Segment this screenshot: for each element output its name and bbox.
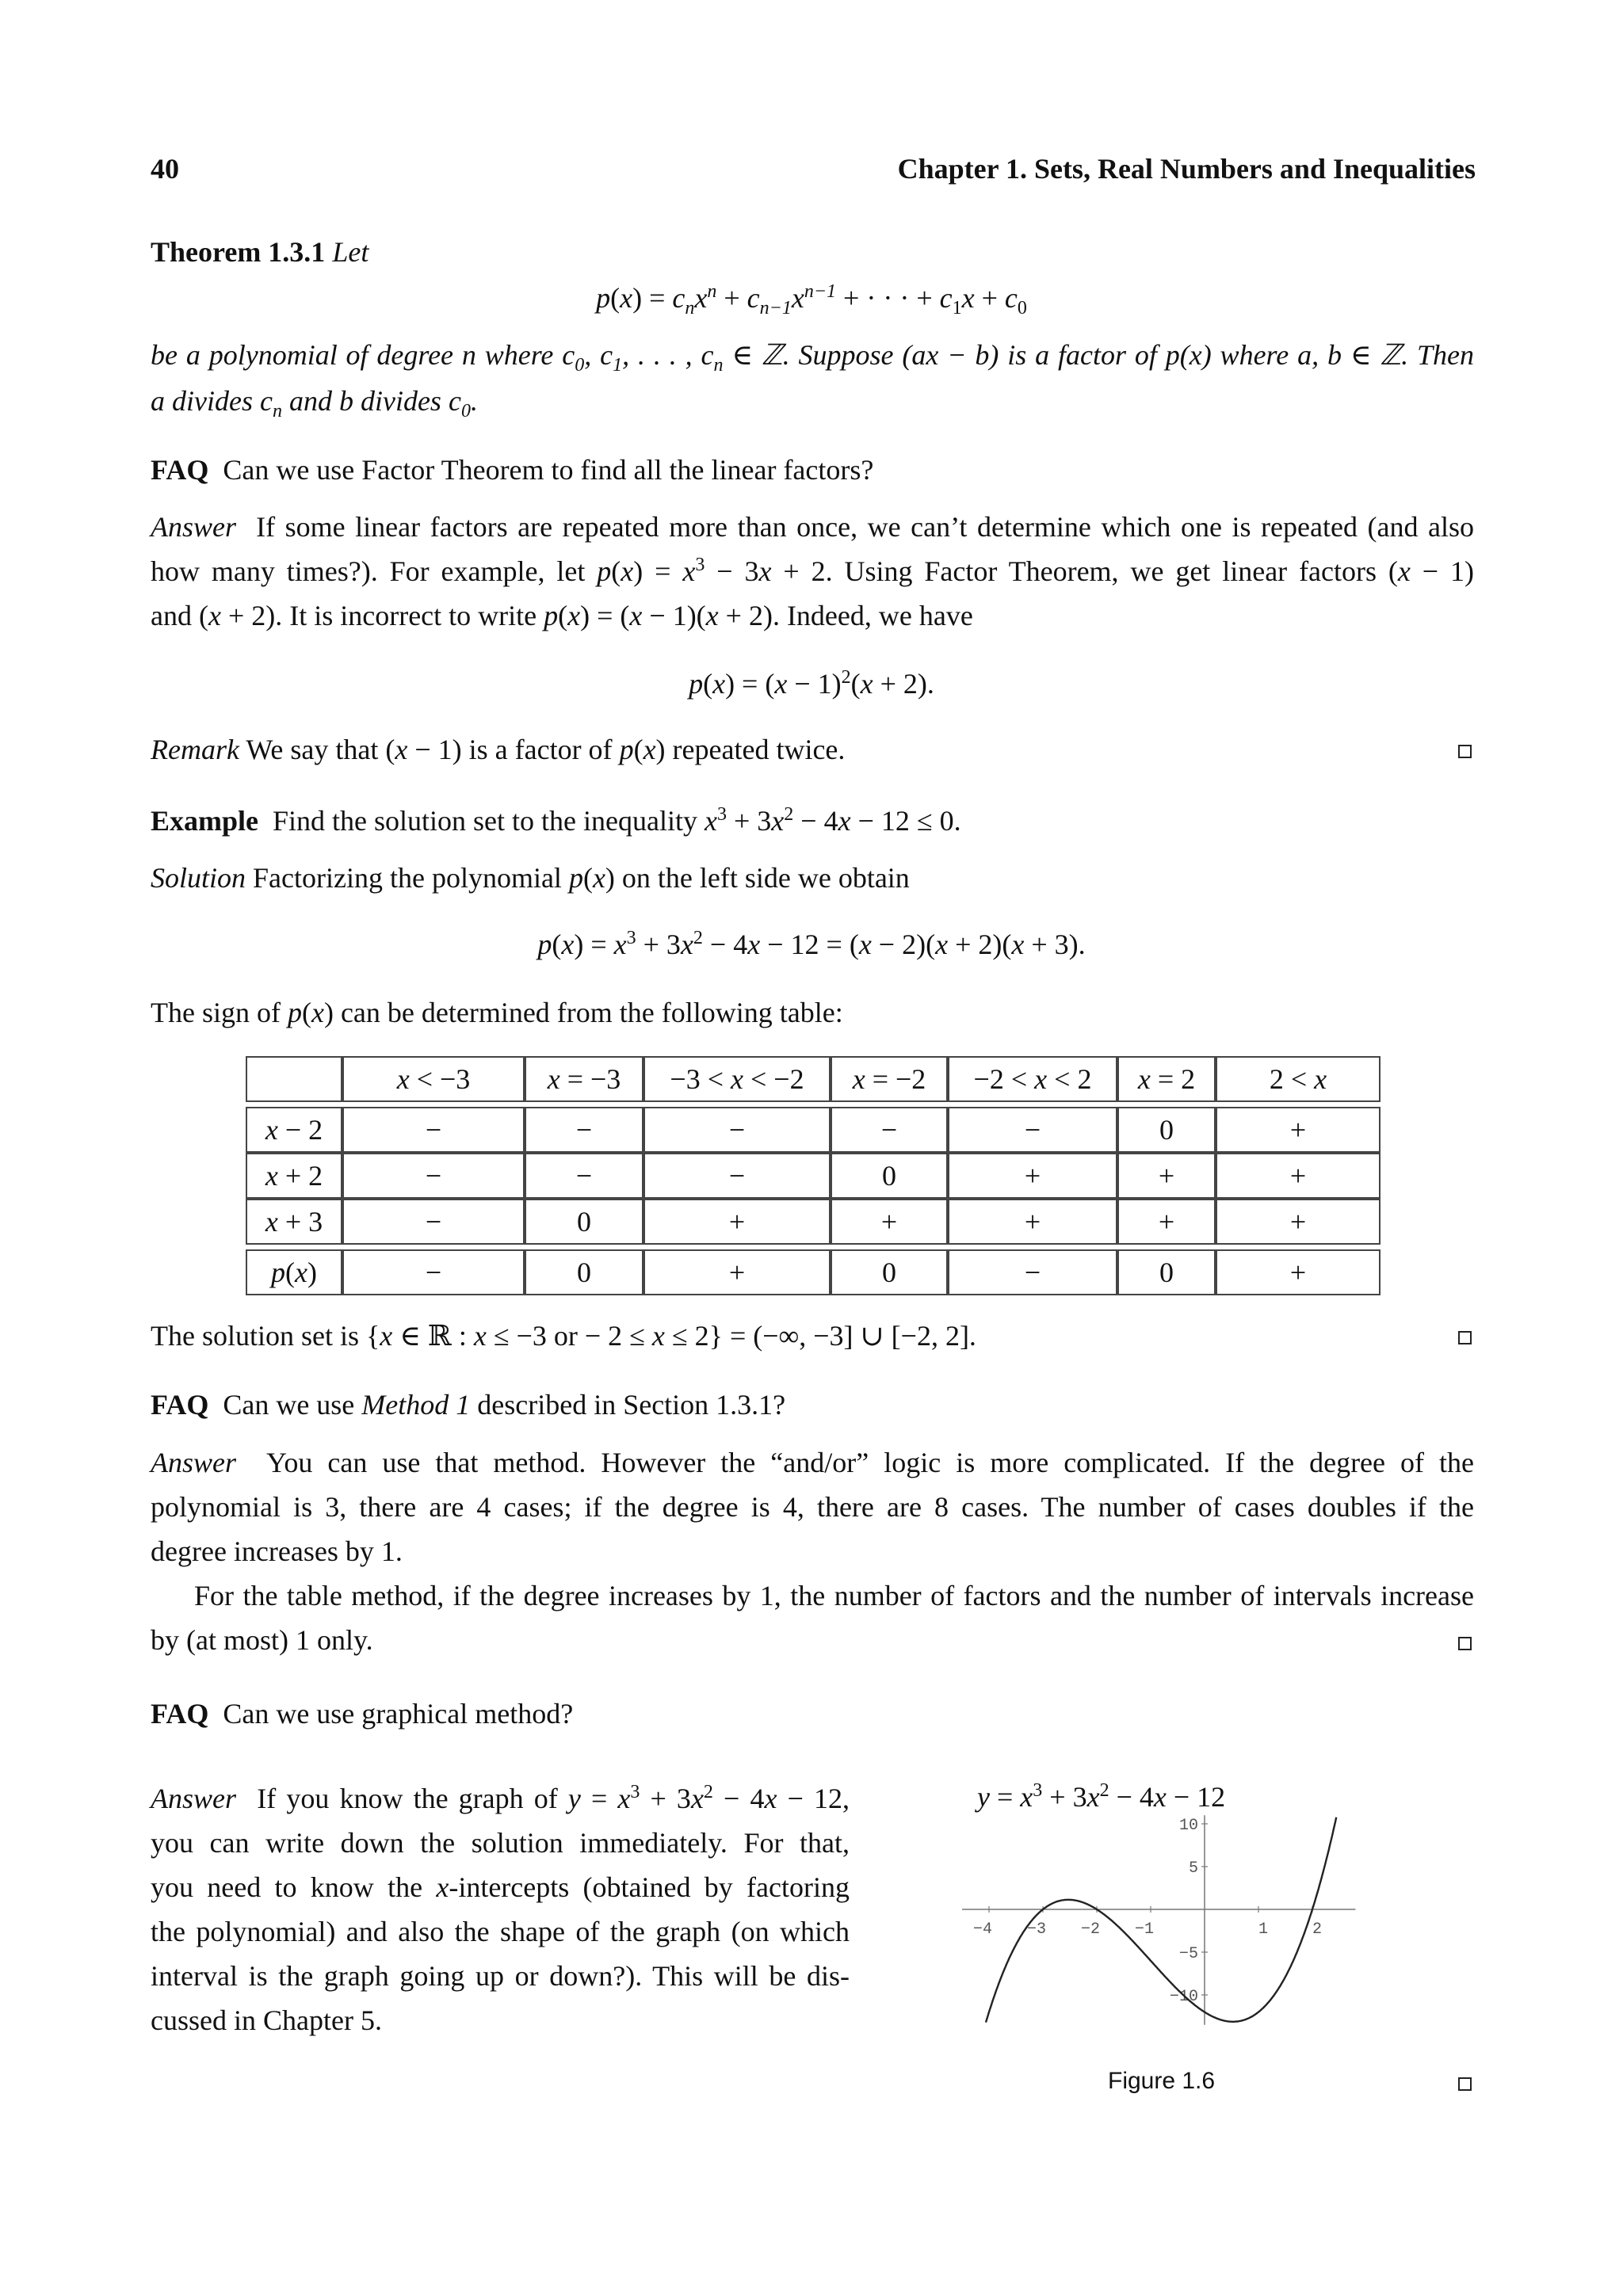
x-tick-label: −1 (1134, 1920, 1155, 1939)
row-label: x − 2 (246, 1107, 342, 1153)
theorem-statement-line2: a divides $c_n$ and b divides $c_0$. (151, 385, 478, 422)
table-header-row (246, 1056, 1381, 1102)
sign-cell: 0 (525, 1199, 643, 1245)
sign-cell: 0 (1117, 1249, 1216, 1295)
faq2-answer-line2: polynomial is 3, there are 4 cases; if the degree is 4, there are 8 cases. The number of cases doubles if the (151, 1491, 1474, 1523)
faq2-answer-line1: Answer You can use that method. However the “and/or” logic is more complicated. If the degree of the (151, 1447, 1474, 1478)
sign-cell: − (342, 1249, 525, 1295)
theorem-label: Theorem 1.3.1 (151, 236, 326, 268)
factorization-equation: $p(x) = x^3 + 3x^2 - 4x - 12 = (x - 2)(x + 2)(x + 3)$. (537, 928, 1086, 960)
faq1-answer-line3: and (x + 2). It is incorrect to write p(x) = (x − 1)(x + 2). Indeed, we have (151, 600, 973, 631)
x-tick-label: −4 (972, 1920, 993, 1939)
faq2-answer-line4: For the table method, if the degree increases by 1, the number of factors and the number of intervals increase (194, 1580, 1474, 1611)
faq3-answer-line3: you need to know the x-intercepts (obtained by factoring (151, 1871, 850, 1903)
faq3-answer-line5: interval is the graph going up or down?). This will be dis- (151, 1960, 850, 1992)
row-label (246, 1056, 342, 1102)
sign-cell: + (831, 1199, 948, 1245)
sign-cell: − (643, 1153, 831, 1199)
sign-cell: − (342, 1107, 525, 1153)
x-tick-label: −2 (1080, 1920, 1101, 1939)
sign-cell: + (948, 1153, 1117, 1199)
y-tick-label: −10 (1169, 1988, 1198, 2006)
sign-cell: + (1117, 1199, 1216, 1245)
faq1-answer-line2: how many times?). For example, let $p(x) = x^3 - 3x + 2$. Using Factor Theorem, we get linear factors (x − 1) (151, 555, 1474, 587)
table-result-row (246, 1249, 1381, 1295)
faq1-answer-line1: Answer If some linear factors are repeated more than once, we can’t determine which one is repeated (and also (151, 511, 1474, 543)
sign-cell: − (948, 1249, 1117, 1295)
solution-set: The solution set is {x ∈ ℝ : x ≤ −3 or − 2 ≤ x ≤ 2} = (−∞, −3] ∪ [−2, 2]. (151, 1320, 976, 1352)
column-header: −2 < x < 2 (948, 1056, 1117, 1102)
table-row (246, 1107, 1381, 1153)
qed-square (1458, 1637, 1472, 1650)
x-tick-label: 1 (1258, 1920, 1269, 1939)
figure-title: $y = x^3 + 3x^2 - 4x - 12$ (977, 1780, 1226, 1813)
qed-square (1458, 1331, 1472, 1344)
sign-cell: − (525, 1107, 643, 1153)
theorem-statement-line1: be a polynomial of degree n where $c_0$, $c_1$, . . . , $c_n$ ∈ ℤ. Suppose (ax − b) is a factor of p(x) where a, b ∈ ℤ. Then (151, 339, 1475, 376)
sign-cell: + (1216, 1153, 1381, 1199)
column-header: x = −2 (831, 1056, 948, 1102)
faq3-answer-line2: you can write down the solution immediately. For that, (151, 1827, 850, 1859)
sign-cell: − (831, 1107, 948, 1153)
faq3-answer-line1: Answer If you know the graph of $y = x^3 + 3x^2 - 4x - 12$, (151, 1782, 850, 1814)
sign-cell: + (1117, 1153, 1216, 1199)
theorem-heading (151, 230, 369, 274)
sign-cell: + (1216, 1249, 1381, 1295)
sign-cell: + (643, 1249, 831, 1295)
x-tick-label: 2 (1312, 1920, 1323, 1939)
sign-cell: + (948, 1199, 1117, 1245)
table-row (246, 1199, 1381, 1245)
faq1-equation: $p(x) = (x - 1)^2(x + 2)$. (689, 667, 934, 700)
faq2-question: FAQ Can we use Method 1 described in Section 1.3.1? (151, 1389, 786, 1421)
faq3-answer-line6: cussed in Chapter 5. (151, 2004, 382, 2036)
figure-caption: Figure 1.6 (1108, 2068, 1216, 2094)
faq3-question: FAQ Can we use graphical method? (151, 1698, 574, 1730)
running-header: Chapter 1. Sets, Real Numbers and Inequalities (897, 153, 1476, 185)
faq1-question: FAQ Can we use Factor Theorem to find all the linear factors? (151, 454, 874, 486)
sign-cell: + (1216, 1199, 1381, 1245)
qed-square (1458, 2077, 1472, 2091)
remark: Remark We say that (x − 1) is a factor of p(x) repeated twice. (151, 734, 846, 765)
sign-cell: − (948, 1107, 1117, 1153)
sign-cell: − (342, 1199, 525, 1245)
theorem-polynomial: $p(x) = c_nx^n + c_{n-1}x^{n-1}$ + · · · + $c_1x + c_0$ (596, 281, 1027, 319)
sign-cell: − (643, 1107, 831, 1153)
solution-intro: Solution Factorizing the polynomial p(x) on the left side we obtain (151, 862, 910, 894)
qed-square (1458, 745, 1472, 758)
table-row (246, 1153, 1381, 1199)
column-header: x = −3 (525, 1056, 643, 1102)
row-label: x + 2 (246, 1153, 342, 1199)
sign-cell: 0 (831, 1153, 948, 1199)
column-header: x < −3 (342, 1056, 525, 1102)
sign-table (246, 1056, 1381, 1295)
sign-cell: 0 (525, 1249, 643, 1295)
y-tick-label: 10 (1178, 1817, 1198, 1835)
sign-cell: 0 (1117, 1107, 1216, 1153)
faq3-answer-line4: the polynomial) and also the shape of the graph (on which (151, 1916, 850, 1947)
sign-cell: 0 (831, 1249, 948, 1295)
column-header: x = 2 (1117, 1056, 1216, 1102)
theorem-let: Let (332, 236, 369, 268)
function-plot (951, 1783, 1379, 2044)
row-label: x + 3 (246, 1199, 342, 1245)
sign-table-intro: The sign of p(x) can be determined from the following table: (151, 997, 843, 1028)
sign-table-container (246, 1056, 1381, 1295)
page-number: 40 (151, 153, 179, 185)
x-tick-label: −3 (1026, 1920, 1047, 1939)
sign-cell: − (342, 1153, 525, 1199)
example-statement: Example Find the solution set to the inequality $x^3 + 3x^2 - 4x - 12 \le 0$. (151, 804, 961, 837)
column-header: −3 < x < −2 (643, 1056, 831, 1102)
column-header: 2 < x (1216, 1056, 1381, 1102)
faq2-answer-line3: degree increases by 1. (151, 1535, 403, 1567)
faq2-answer-line5: by (at most) 1 only. (151, 1624, 373, 1656)
sign-cell: − (525, 1153, 643, 1199)
y-tick-label: −5 (1178, 1945, 1198, 1963)
y-tick-label: 5 (1188, 1859, 1198, 1878)
row-label: p(x) (246, 1249, 342, 1295)
sign-cell: + (1216, 1107, 1381, 1153)
sign-cell: + (643, 1199, 831, 1245)
